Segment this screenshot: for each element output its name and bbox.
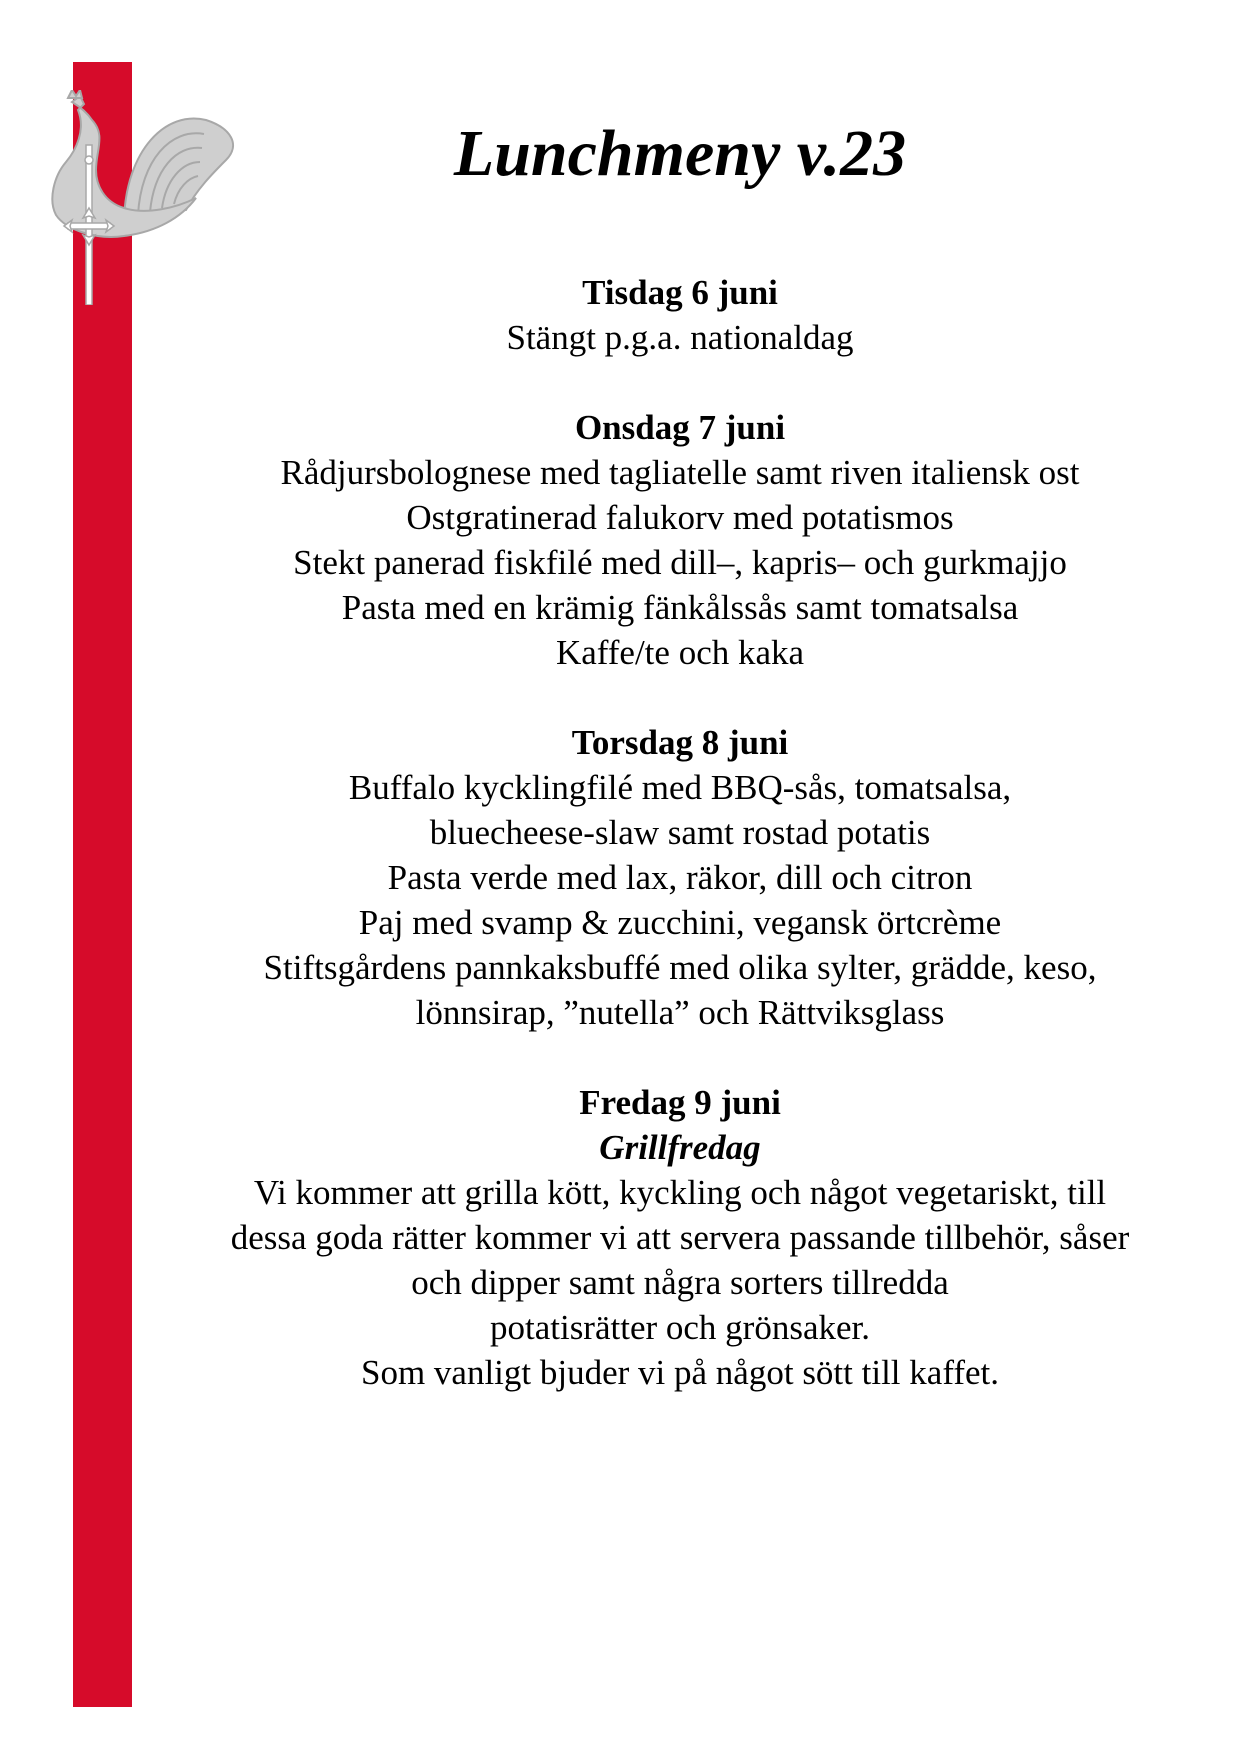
day-heading: Fredag 9 juni <box>579 1083 781 1122</box>
menu-item: Stängt p.g.a. nationaldag <box>506 318 854 357</box>
page-title: Lunchmeny v.23 <box>453 117 907 190</box>
red-side-stripe <box>73 62 132 1707</box>
day-section-thursday <box>180 720 1180 1035</box>
day-section-friday <box>180 1080 1180 1395</box>
day-subheading: Grillfredag <box>599 1128 761 1167</box>
menu-item: Som vanligt bjuder vi på något sött till kaffet. <box>360 1353 999 1392</box>
menu-item: Stekt panerad fiskfilé med dill–, kapris– och gurkmajjo <box>293 543 1067 582</box>
day-heading: Onsdag 7 juni <box>574 408 786 447</box>
menu-item: Rådjursbolognese med tagliatelle samt riven italiensk ost <box>280 453 1080 492</box>
menu-item: Ostgratinerad falukorv med potatismos <box>406 498 954 537</box>
menu-item: dessa goda rätter kommer vi att servera passande tillbehör, såser <box>230 1218 1130 1257</box>
menu-item: Vi kommer att grilla kött, kyckling och något vegetariskt, till <box>253 1173 1107 1212</box>
menu-item: Stiftsgårdens pannkaksbuffé med olika sylter, grädde, keso, <box>263 948 1097 987</box>
menu-item: potatisrätter och grönsaker. <box>489 1308 870 1347</box>
menu-item: Paj med svamp & zucchini, vegansk örtcrème <box>358 903 1002 942</box>
menu-item: lönnsirap, ”nutella” och Rättviksglass <box>415 993 945 1032</box>
menu-item: bluecheese-slaw samt rostad potatis <box>429 813 931 852</box>
menu-item: Pasta verde med lax, räkor, dill och citron <box>387 858 973 897</box>
menu-item: och dipper samt några sorters tillredda <box>411 1263 949 1302</box>
day-heading: Tisdag 6 juni <box>582 273 778 312</box>
menu-item: Buffalo kycklingfilé med BBQ-sås, tomatsalsa, <box>348 768 1012 807</box>
day-heading: Torsdag 8 juni <box>571 723 789 762</box>
menu-item: Kaffe/te och kaka <box>555 633 805 672</box>
day-section-tuesday <box>180 270 1180 360</box>
menu-item: Pasta med en krämig fänkålssås samt tomatsalsa <box>341 588 1019 627</box>
day-section-wednesday <box>180 405 1180 675</box>
